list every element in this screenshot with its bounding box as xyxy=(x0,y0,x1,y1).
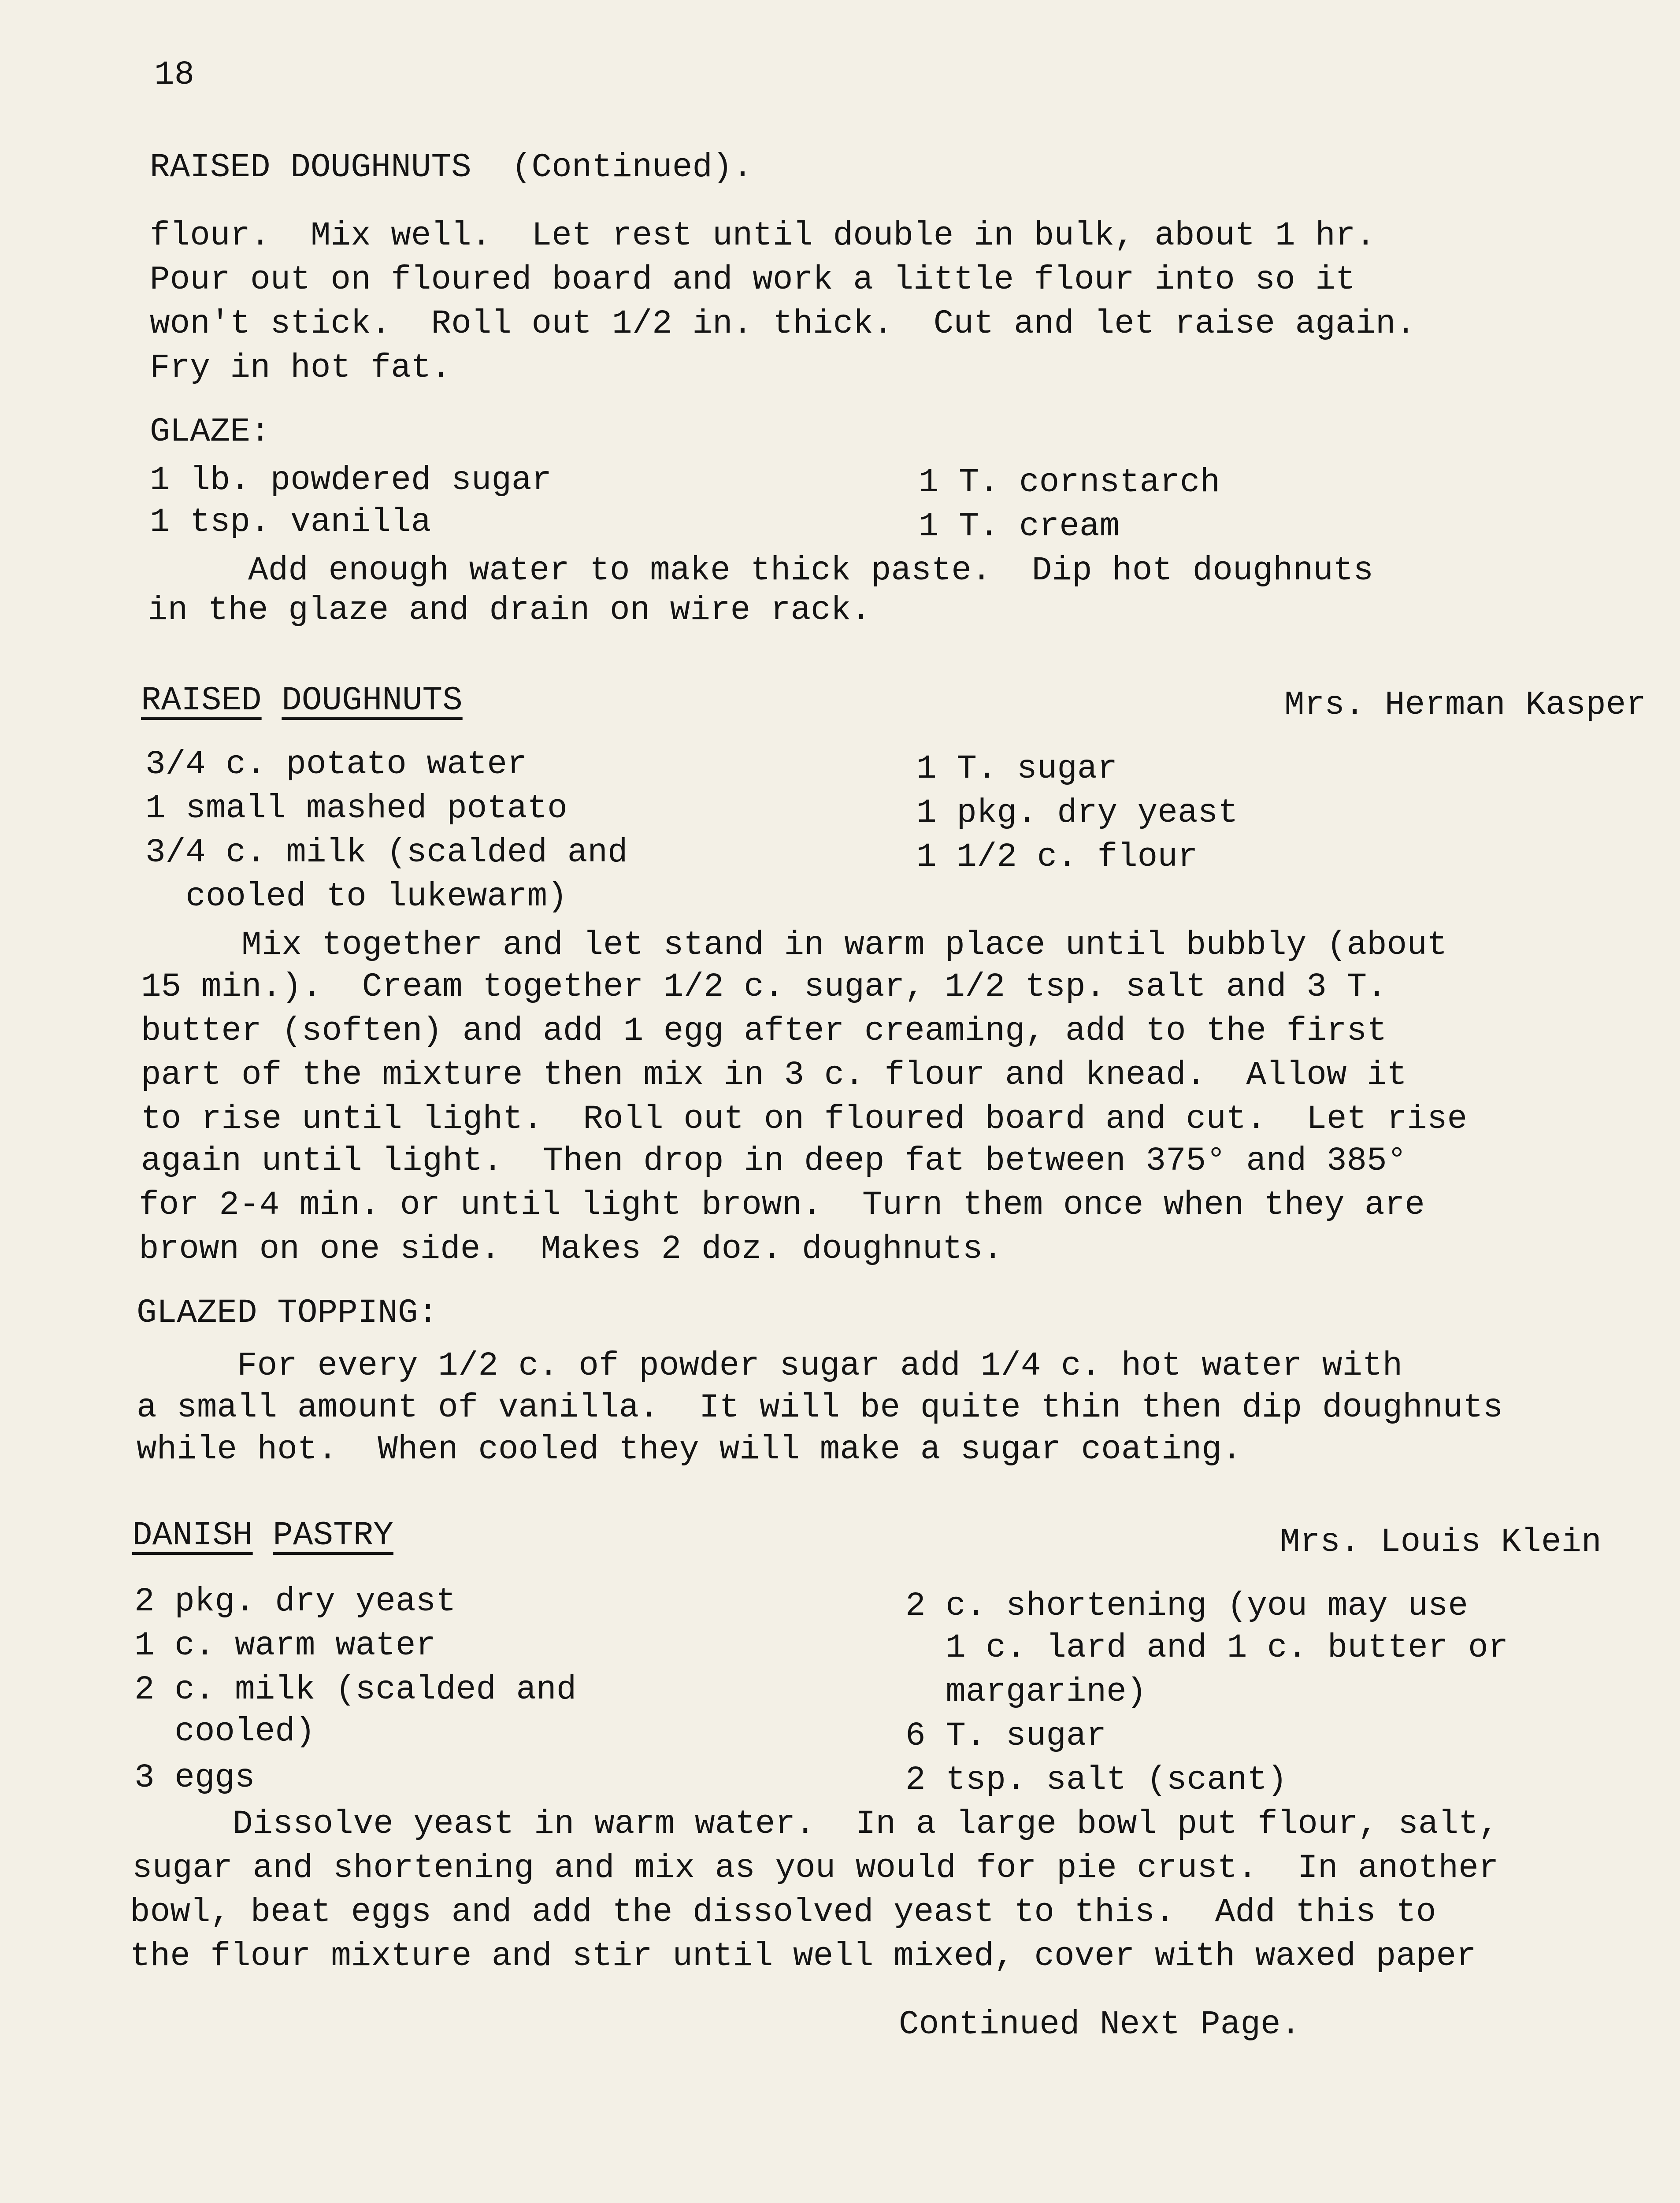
recipe-author: Mrs. Herman Kasper xyxy=(1284,686,1646,724)
ingredient-line: 2 c. shortening (you may use xyxy=(905,1587,1469,1625)
ingredient-line: 1 small mashed potato xyxy=(145,790,567,827)
body-line: the flour mixture and stir until well mixed, cover with waxed paper xyxy=(130,1937,1476,1975)
glazed-topping-heading: GLAZED TOPPING: xyxy=(137,1294,438,1332)
body-line: a small amount of vanilla. It will be quite thin then dip doughnuts xyxy=(137,1389,1503,1427)
body-line: for 2-4 min. or until light brown. Turn them once when they are xyxy=(139,1186,1425,1224)
body-line: again until light. Then drop in deep fat between 375° and 385° xyxy=(141,1142,1407,1180)
ingredient-line: 1 1/2 c. flour xyxy=(916,838,1198,876)
body-line: Mix together and let stand in warm place until bubbly (about xyxy=(141,926,1447,964)
recipe-author: Mrs. Louis Klein xyxy=(1280,1523,1602,1561)
glaze-heading: GLAZE: xyxy=(150,413,271,451)
body-line: Add enough water to make thick paste. Dip hot doughnuts xyxy=(148,552,1374,590)
continued-footer: Continued Next Page. xyxy=(899,2006,1301,2044)
ingredient-line: 1 tsp. vanilla xyxy=(150,503,431,541)
section-title-raised-doughnuts-continued: RAISED DOUGHNUTS (Continued). xyxy=(150,148,753,186)
body-line: while hot. When cooled they will make a sugar coating. xyxy=(137,1431,1242,1469)
body-line: butter (soften) and add 1 egg after creaming, add to the first xyxy=(141,1012,1387,1050)
body-line: to rise until light. Roll out on floured board and cut. Let rise xyxy=(141,1100,1468,1138)
body-line: flour. Mix well. Let rest until double in bulk, about 1 hr. xyxy=(150,217,1376,255)
body-line: sugar and shortening and mix as you would for pie crust. In another xyxy=(132,1849,1499,1887)
ingredient-line: 1 T. cream xyxy=(919,508,1120,545)
ingredient-line: 1 pkg. dry yeast xyxy=(916,794,1238,832)
ingredient-line: 3/4 c. potato water xyxy=(145,745,527,783)
ingredient-line: 1 T. sugar xyxy=(916,750,1118,788)
ingredient-line: cooled) xyxy=(134,1713,315,1751)
ingredient-line: 1 T. cornstarch xyxy=(919,464,1220,501)
body-line: Pour out on floured board and work a little flour into so it xyxy=(150,261,1356,299)
ingredient-line: margarine) xyxy=(905,1673,1147,1711)
ingredient-line: 2 pkg. dry yeast xyxy=(134,1583,456,1621)
body-line: brown on one side. Makes 2 doz. doughnuts. xyxy=(139,1230,1003,1268)
body-line: bowl, beat eggs and add the dissolved yeast to this. Add this to xyxy=(130,1893,1436,1931)
body-line: part of the mixture then mix in 3 c. flour and knead. Allow it xyxy=(141,1056,1407,1094)
body-line: 15 min.). Cream together 1/2 c. sugar, 1/2 tsp. salt and 3 T. xyxy=(141,968,1387,1006)
ingredient-line: 3/4 c. milk (scalded and xyxy=(145,834,628,872)
ingredient-line: 1 c. lard and 1 c. butter or xyxy=(905,1629,1509,1667)
ingredient-line: 3 eggs xyxy=(134,1759,255,1797)
page-number: 18 xyxy=(154,56,195,94)
body-line: Dissolve yeast in warm water. In a large bowl put flour, salt, xyxy=(132,1805,1499,1843)
body-line: For every 1/2 c. of powder sugar add 1/4 c. hot water with xyxy=(137,1347,1403,1385)
ingredient-line: 6 T. sugar xyxy=(905,1717,1107,1755)
ingredient-line: 2 tsp. salt (scant) xyxy=(905,1761,1287,1799)
ingredient-line: 2 c. milk (scalded and xyxy=(134,1671,577,1709)
ingredient-line: 1 c. warm water xyxy=(134,1627,436,1665)
body-line: Fry in hot fat. xyxy=(150,349,452,387)
body-line: in the glaze and drain on wire rack. xyxy=(148,591,871,629)
recipe-title-danish-pastry: DANISH PASTRY xyxy=(132,1517,393,1554)
body-line: won't stick. Roll out 1/2 in. thick. Cut and let raise again. xyxy=(150,305,1416,343)
recipe-title-raised-doughnuts: RAISED DOUGHNUTS xyxy=(141,682,463,719)
ingredient-line: cooled to lukewarm) xyxy=(145,878,567,916)
ingredient-line: 1 lb. powdered sugar xyxy=(150,461,552,499)
